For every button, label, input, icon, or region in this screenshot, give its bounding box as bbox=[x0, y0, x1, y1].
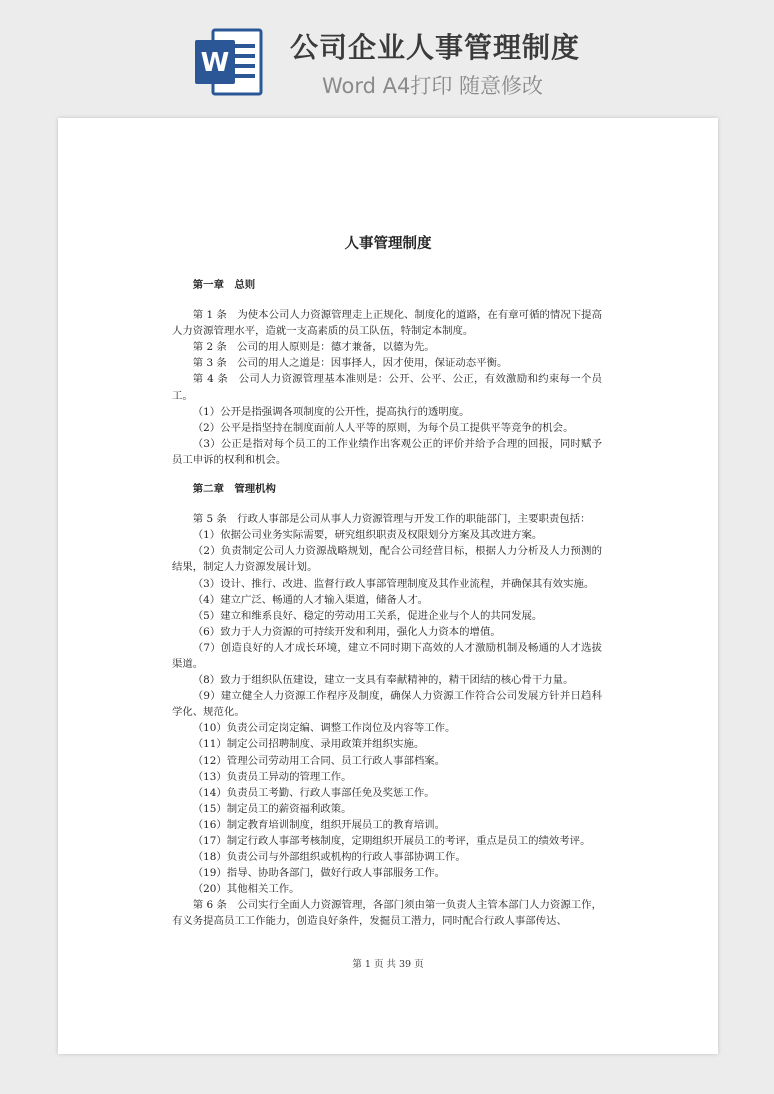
paragraph: （6）致力于人力资源的可持续开发和利用，强化人力资本的增值。 bbox=[192, 625, 501, 638]
paragraph: （11）制定公司招聘制度、录用政策并组织实施。 bbox=[192, 738, 425, 751]
paragraph: （15）制定员工的薪资福利政策。 bbox=[192, 802, 352, 815]
document-title: 人事管理制度 bbox=[344, 235, 432, 252]
paragraph: 第 1 条 为使本公司人力资源管理走上正规化、制度化的道路，在有章可循的情况下提高人力资源管理水平，造就一支高素质的员工队伍，特制定本制度。 bbox=[172, 309, 602, 338]
paragraph: （5）建立和维系良好、稳定的劳动用工关系，促进企业与个人的共同发展。 bbox=[192, 609, 543, 622]
page-title: 公司企业人事管理制度 bbox=[290, 31, 581, 64]
paragraph: 第 4 条 公司人力资源管理基本准则是：公开、公平、公正，有效激励和约束每一个员工。 bbox=[172, 373, 602, 402]
paragraph: （17）制定行政人事部考核制度，定期组织开展员工的考评，重点是员工的绩效考评。 bbox=[192, 835, 591, 847]
paragraph: （2）公平是指坚持在制度面前人人平等的原则，为每个员工提供平等竞争的机会。 bbox=[192, 421, 574, 434]
paragraph: （4）建立广泛、畅通的人才输入渠道，储备人才。 bbox=[192, 593, 428, 606]
paragraph: 第 2 条 公司的用人原则是：德才兼备，以德为先。 bbox=[192, 341, 435, 354]
paragraph: （2）负责制定公司人力资源战略规划，配合公司经营目标，根据人力分析及人力预测的结果，制定人力资源发展计划。 bbox=[172, 545, 602, 574]
paragraph: （7）创造良好的人才成长环境，建立不同时期下高效的人才激励机制及畅通的人才选拔渠道。 bbox=[172, 641, 602, 670]
header bbox=[0, 0, 774, 118]
paragraph: （3）公正是指对每个员工的工作业绩作出客观公正的评价并给予合理的回报，同时赋予员工申诉的权利和机会。 bbox=[172, 437, 602, 466]
word-icon bbox=[193, 26, 265, 98]
page-subtitle: Word A4打印 随意修改 bbox=[322, 74, 544, 98]
paragraph: 第 3 条 公司的用人之道是：因事择人，因才使用，保证动态平衡。 bbox=[192, 357, 508, 370]
paragraph: 第 5 条 行政人事部是公司从事人力资源管理与开发工作的职能部门，主要职责包括： bbox=[192, 513, 591, 526]
chapter-heading: 第二章 管理机构 bbox=[192, 483, 276, 496]
paragraph: （1）依据公司业务实际需要，研究组织职责及权限划分方案及其改进方案。 bbox=[192, 529, 543, 542]
chapter-heading: 第一章 总则 bbox=[192, 279, 256, 291]
paragraph: 第 6 条 公司实行全面人力资源管理，各部门须由第一负责人主管本部门人力资源工作，有义务提高员工工作能力，创造良好条件，发掘员工潜力，同时配合行政人事部传达、 bbox=[172, 899, 602, 928]
paragraph: （14）负责员工考勤、行政人事部任免及奖惩工作。 bbox=[192, 786, 435, 799]
paragraph: （18）负责公司与外部组织或机构的行政人事部协调工作。 bbox=[192, 851, 466, 864]
paragraph: （19）指导、协助各部门，做好行政人事部服务工作。 bbox=[192, 867, 446, 880]
paragraph: （3）设计、推行、改进、监督行政人事部管理制度及其作业流程，并确保其有效实施。 bbox=[192, 577, 595, 590]
paragraph: （10）负责公司定岗定编、调整工作岗位及内容等工作。 bbox=[192, 722, 456, 735]
paragraph: （9）建立健全人力资源工作程序及制度，确保人力资源工作符合公司发展方针并日趋科学化、规范化。 bbox=[172, 690, 602, 719]
word-icon-letter: W bbox=[200, 48, 230, 78]
paragraph: （13）负责员工异动的管理工作。 bbox=[192, 770, 352, 783]
paragraph: （8）致力于组织队伍建设，建立一支具有奉献精神的，精干团结的核心骨干力量。 bbox=[192, 674, 574, 687]
page-number: 第 1 页 共 39 页 bbox=[352, 959, 424, 970]
paragraph: （12）管理公司劳动用工合同、员工行政人事部档案。 bbox=[192, 754, 446, 767]
document-body bbox=[172, 272, 602, 930]
paragraph: （20）其他相关工作。 bbox=[192, 883, 300, 896]
paragraph: （16）制定教育培训制度，组织开展员工的教育培训。 bbox=[192, 818, 446, 831]
paragraph: （1）公开是指强调各项制度的公开性，提高执行的透明度。 bbox=[192, 405, 470, 418]
document-page bbox=[58, 118, 718, 1054]
